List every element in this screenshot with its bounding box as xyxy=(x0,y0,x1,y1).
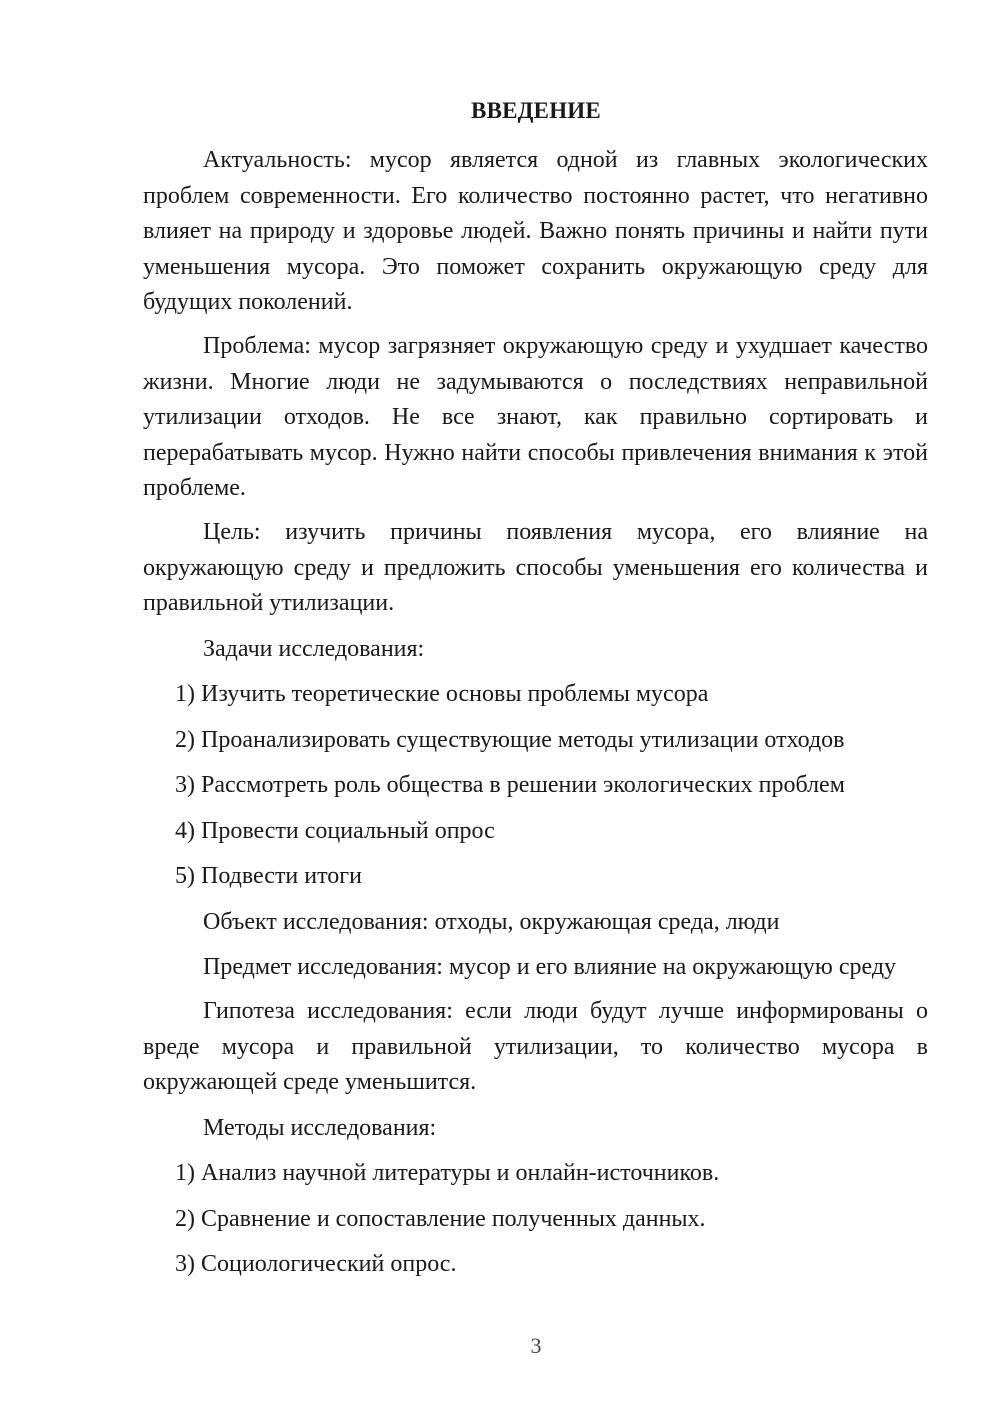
relevance-paragraph: Актуальность: мусор является одной из главных экологических проблем современности. Его количество постоянно растет, что негативно влияет на природу и здоровье людей. Важно понять причины и найти пути уменьшения мусора. Это поможет сохранить окружающую среду для будущих поколений. xyxy=(143,147,928,315)
tasks-heading: Задачи исследования: xyxy=(203,636,425,662)
methods-heading: Методы исследования: xyxy=(203,1115,437,1141)
task-item: 4) Провести социальный опрос xyxy=(175,818,495,844)
hypothesis-paragraph: Гипотеза исследования: если люди будут лучше информированы о вреде мусора и правильной утилизации, то количество мусора в окружающей среде уменьшится. xyxy=(143,998,928,1095)
task-item: 2) Проанализировать существующие методы утилизации отходов xyxy=(175,727,845,753)
task-item: 3) Рассмотреть роль общества в решении экологических проблем xyxy=(175,772,845,798)
page-title: ВВЕДЕНИЕ xyxy=(471,98,601,123)
task-item: 1) Изучить теоретические основы проблемы мусора xyxy=(175,681,709,707)
page-number: 3 xyxy=(530,1333,542,1358)
problem-paragraph: Проблема: мусор загрязняет окружающую среду и ухудшает качество жизни. Многие люди не задумываются о последствиях неправильной утилизации отходов. Не все знают, как правильно сортировать и перерабатывать мусор. Нужно найти способы привлечения внимания к этой проблеме. xyxy=(143,333,928,501)
method-item: 1) Анализ научной литературы и онлайн-источников. xyxy=(175,1160,720,1186)
research-object: Объект исследования: отходы, окружающая среда, люди xyxy=(203,909,780,935)
research-subject: Предмет исследования: мусор и его влияние на окружающую среду xyxy=(203,954,897,980)
method-item: 2) Сравнение и сопоставление полученных данных. xyxy=(175,1206,706,1232)
goal-paragraph: Цель: изучить причины появления мусора, его влияние на окружающую среду и предложить способы уменьшения его количества и правильной утилизации. xyxy=(143,519,928,616)
task-item: 5) Подвести итоги xyxy=(175,863,362,889)
method-item: 3) Социологический опрос. xyxy=(175,1251,457,1277)
